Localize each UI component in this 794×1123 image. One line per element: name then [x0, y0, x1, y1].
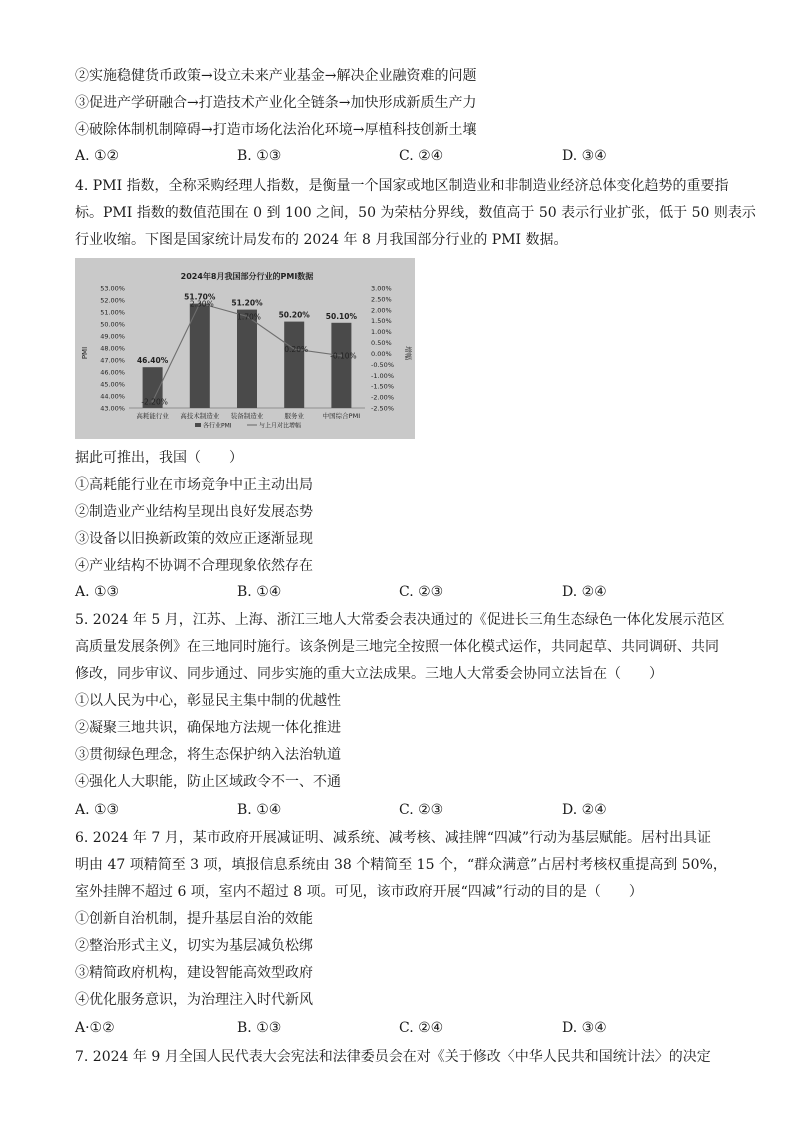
q4-stem-line-3: 行业收缩。下图是国家统计局发布的 2024 年 8 月我国部分行业的 PMI 数据。	[75, 232, 568, 248]
growth-point-label: 1.70%	[237, 312, 261, 322]
y-tick-label: 47.00%	[100, 356, 125, 365]
y-right-tick-label: 0.00%	[371, 349, 392, 358]
legend-line-label: 与上月对比增幅	[259, 422, 302, 430]
q6-options	[75, 1020, 725, 1038]
y-tick-label: 44.00%	[100, 392, 125, 401]
pmi-bar	[331, 323, 351, 408]
q5-item-2: ②凝聚三地共识，确保地方法规一体化推进	[75, 720, 341, 736]
pmi-chart	[75, 258, 415, 439]
y-right-tick-label: -1.50%	[371, 382, 394, 391]
q3-option-b[interactable]: B. ①③	[237, 148, 282, 164]
y-right-tick-label: -2.00%	[371, 393, 394, 402]
pmi-bar	[284, 322, 304, 408]
q5-item-3: ③贯彻绿色理念，将生态保护纳入法治轨道	[75, 747, 341, 763]
q3-item-2: ②实施稳健货币政策→设立未来产业基金→解决企业融资难的问题	[75, 68, 477, 84]
growth-point-label: 0.20%	[284, 345, 309, 355]
q3-item-3: ③促进产学研融合→打造技术产业化全链条→加快形成新质生产力	[75, 95, 477, 111]
y-right-axis-label: 增幅	[404, 346, 412, 360]
q5-item-1: ①以人民为中心，彰显民主集中制的优越性	[75, 693, 341, 709]
y-tick-label: 52.00%	[100, 296, 125, 305]
q4-item-1: ①高耗能行业在市场竞争中正主动出局	[75, 477, 313, 493]
q4-option-c[interactable]: C. ②③	[399, 584, 444, 600]
x-tick-label: 装备制造业	[230, 412, 264, 420]
q6-option-c[interactable]: C. ②④	[399, 1020, 444, 1036]
q6-stem-line-2: 明由 47 项精简至 3 项，填报信息系统由 38 个精简至 15 个，“群众满意”占居村考核权重提高到 50%，	[75, 857, 727, 873]
x-tick-label: 高耗能行业	[136, 412, 169, 420]
pmi-bar	[237, 310, 257, 408]
y-tick-label: 45.00%	[100, 380, 125, 389]
q6-item-1: ①创新自治机制，提升基层自治的效能	[75, 911, 313, 927]
q6-stem-line-1: 6. 2024 年 7 月，某市政府开展减证明、减系统、减考核、减挂牌“四减”行动为基层赋能。居村出具证	[75, 830, 712, 846]
y-tick-label: 43.00%	[100, 404, 125, 413]
y-right-tick-label: 0.50%	[371, 339, 392, 348]
pmi-bar-label: 51.70%	[184, 292, 216, 302]
pmi-chart-svg	[75, 258, 415, 439]
q5-stem-line-1: 5. 2024 年 5 月，江苏、上海、浙江三地人大常委会表决通过的《促进长三角生态绿色一体化发展示范区	[75, 612, 725, 628]
y-right-tick-label: 2.00%	[371, 306, 392, 315]
q7-stem-line-1: 7. 2024 年 9 月全国人民代表大会宪法和法律委员会在对《关于修改〈中华人民共和国统计法〉的决定	[75, 1049, 711, 1065]
x-tick-label: 中国综合PMI	[322, 412, 361, 420]
q3-option-c[interactable]: C. ②④	[399, 148, 444, 164]
q6-option-b[interactable]: B. ①③	[237, 1020, 282, 1036]
q4-options	[75, 584, 725, 602]
pmi-bar-label: 51.20%	[231, 298, 263, 308]
pmi-bar-label: 50.10%	[325, 311, 358, 321]
q5-options	[75, 802, 725, 820]
y-right-tick-label: 3.00%	[371, 284, 392, 293]
y-right-tick-label: 1.50%	[371, 317, 392, 326]
y-tick-label: 51.00%	[100, 308, 125, 317]
q5-stem-line-2: 高质量发展条例》在三地同时施行。该条例是三地完全按照一体化模式运作，共同起草、共同调研、共同	[75, 639, 719, 655]
x-tick-label: 高技术制造业	[180, 412, 220, 420]
x-tick-label: 服务业	[284, 412, 304, 420]
y-tick-label: 53.00%	[100, 284, 125, 293]
y-right-tick-label: 2.50%	[371, 295, 392, 304]
pmi-bar-label: 50.20%	[278, 310, 310, 320]
q5-item-4: ④强化人大职能，防止区域政令不一、不通	[75, 774, 341, 790]
pmi-bar-label: 46.40%	[136, 356, 169, 366]
q5-option-d[interactable]: D. ②④	[562, 802, 607, 818]
q5-option-a[interactable]: A. ①③	[75, 802, 120, 818]
q6-option-a[interactable]: A·①②	[75, 1020, 115, 1036]
legend-bar-label: 各行业PMI	[203, 422, 232, 430]
q3-option-d[interactable]: D. ③④	[562, 148, 607, 164]
legend-bar-swatch	[195, 423, 201, 427]
q4-item-3: ③设备以旧换新政策的效应正逐渐显现	[75, 531, 313, 547]
q5-option-c[interactable]: C. ②③	[399, 802, 444, 818]
q6-item-3: ③精简政府机构，建设智能高效型政府	[75, 965, 313, 981]
growth-point-label: 2.30%	[189, 299, 214, 309]
q3-item-4: ④破除体制机制障碍→打造市场化法治化环境→厚植科技创新土壤	[75, 122, 477, 138]
q6-option-d[interactable]: D. ③④	[562, 1020, 607, 1036]
q5-option-b[interactable]: B. ①④	[237, 802, 282, 818]
q4-stem-line-1: 4. PMI 指数，全称采购经理人指数，是衡量一个国家或地区制造业和非制造业经济总体变化趋势的重要指	[75, 178, 729, 194]
q6-item-4: ④优化服务意识，为治理注入时代新风	[75, 992, 313, 1008]
y-right-tick-label: -1.00%	[371, 371, 394, 380]
q3-options	[75, 148, 725, 166]
growth-point-label: -0.10%	[330, 351, 357, 361]
y-right-tick-label: 1.00%	[371, 328, 392, 337]
q4-question: 据此可推出，我国（ ）	[75, 450, 243, 466]
growth-point-label: -2.20%	[141, 397, 168, 407]
q4-item-2: ②制造业产业结构呈现出良好发展态势	[75, 504, 313, 520]
q6-stem-line-3: 室外挂牌不超过 6 项，室内不超过 8 项。可见，该市政府开展“四减”行动的目的是（ ）	[75, 884, 643, 900]
q4-item-4: ④产业结构不协调不合理现象依然存在	[75, 558, 313, 574]
y-tick-label: 48.00%	[100, 344, 125, 353]
pmi-bar	[190, 304, 210, 408]
y-axis-label: PMI	[81, 346, 89, 360]
y-tick-label: 50.00%	[100, 320, 125, 329]
y-tick-label: 49.00%	[100, 332, 125, 341]
q5-stem-line-3: 修改，同步审议、同步通过、同步实施的重大立法成果。三地人大常委会协同立法旨在（ ）	[75, 666, 663, 682]
y-tick-label: 46.00%	[100, 368, 125, 377]
q4-option-a[interactable]: A. ①③	[75, 584, 120, 600]
y-right-tick-label: -0.50%	[371, 360, 394, 369]
chart-title: 2024年8月我国部分行业的PMI数据	[180, 272, 314, 281]
q3-option-a[interactable]: A. ①②	[75, 148, 120, 164]
y-right-tick-label: -2.50%	[371, 404, 394, 413]
q4-option-b[interactable]: B. ①④	[237, 584, 282, 600]
q4-option-d[interactable]: D. ②④	[562, 584, 607, 600]
q6-item-2: ②整治形式主义，切实为基层减负松绑	[75, 938, 313, 954]
q4-stem-line-2: 标。PMI 指数的数值范围在 0 到 100 之间，50 为荣枯分界线，数值高于 50 表示行业扩张，低于 50 则表示	[75, 205, 756, 221]
